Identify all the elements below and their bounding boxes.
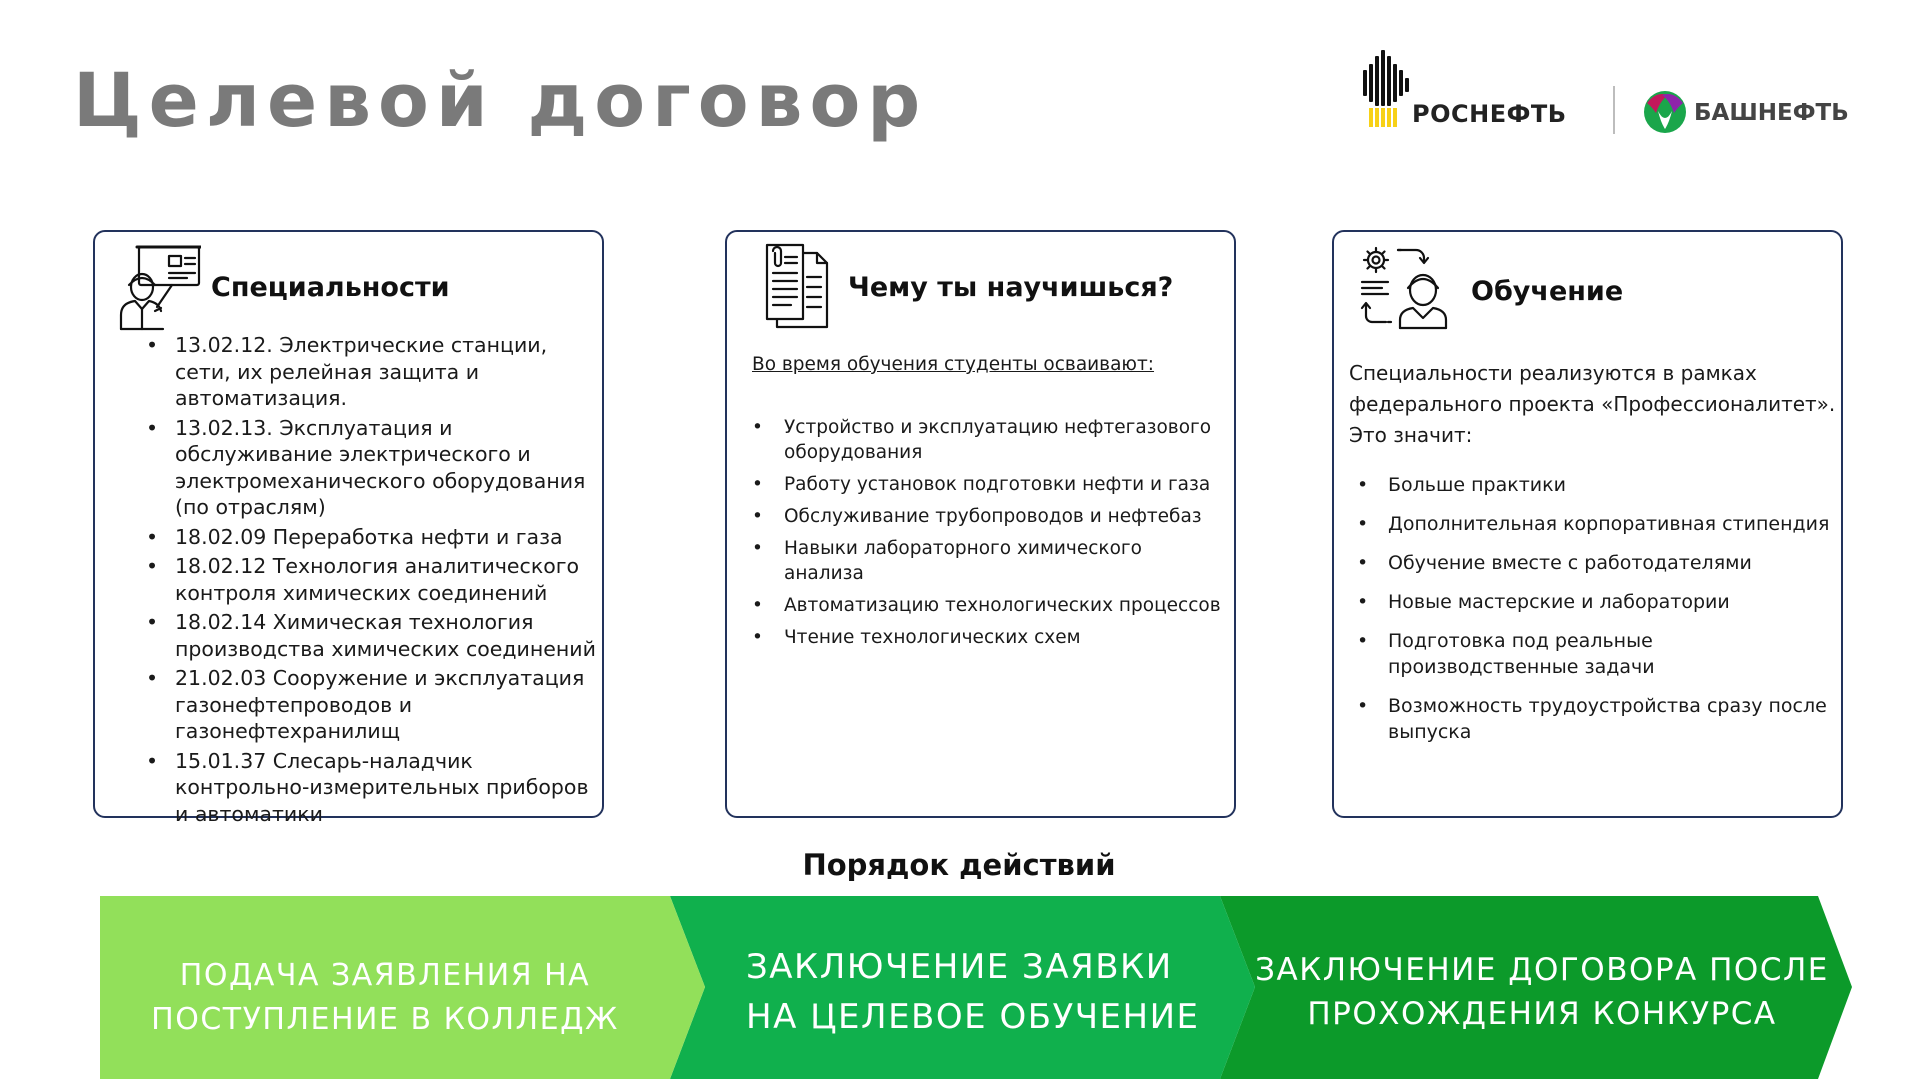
list-item: • 15.01.37 Слесарь-наладчик контрольно-измерительных приборов и автоматики (146, 748, 589, 826)
training-card (1332, 230, 1843, 818)
page-title: Целевой договор (73, 58, 928, 144)
list-item: • 18.02.12 Технология аналитического контроля химических соединений (146, 554, 580, 605)
rosneft-emblem-icon (1362, 48, 1412, 128)
training-heading: Обучение (1471, 276, 1624, 307)
list-item: • Устройство и эксплуатацию нефтегазового оборудования (752, 417, 1212, 463)
learning-list (752, 415, 1222, 657)
list-item: • Чтение технологических схем (752, 627, 1081, 648)
step-3-label: ЗАКЛЮЧЕНИЕ ДОГОВОРА ПОСЛЕ ПРОХОЖДЕНИЯ КОНКУРСА (1255, 952, 1829, 1032)
learning-intro: Во время обучения студенты осваивают: (752, 354, 1155, 375)
teacher-presentation-icon (117, 245, 201, 331)
list-item: • 13.02.12. Электрические станции, сети, их релейная защита и автоматизация. (146, 333, 548, 410)
specialties-heading: Специальности (211, 272, 450, 303)
list-item: • 18.02.14 Химическая технология производства химических соединений (146, 610, 596, 661)
list-item: • Больше практики (1357, 474, 1566, 496)
list-item: • Обучение вместе с работодателями (1357, 552, 1752, 574)
logo-divider (1613, 86, 1615, 134)
specialties-list (146, 332, 596, 830)
specialties-card (93, 230, 604, 826)
list-item: • 13.02.13. Эксплуатация и обслуживание электрического и электромеханического оборудования (по отраслям) (146, 415, 586, 519)
training-list (1357, 472, 1837, 758)
list-item: • Новые мастерские и лаборатории (1357, 591, 1730, 613)
learning-heading: Чему ты научишься? (848, 272, 1174, 303)
bashneft-logo-text: БАШНЕФТЬ (1694, 100, 1849, 126)
training-process-icon (1358, 244, 1448, 330)
steps-heading: Порядок действий (802, 848, 1116, 882)
list-item: • Навыки лабораторного химического анализа (752, 538, 1142, 584)
list-item: • Работу установок подготовки нефти и газа (752, 474, 1211, 495)
bashneft-emblem-icon (1642, 89, 1688, 135)
list-item: • 18.02.09 Переработка нефти и газа (146, 524, 563, 549)
learning-card (725, 230, 1236, 818)
documents-icon (763, 243, 833, 329)
rosneft-logo (1362, 48, 1592, 130)
list-item: • Возможность трудоустройства сразу после выпуска (1357, 695, 1827, 743)
training-intro: Специальности реализуются в рамках федерального проекта «Профессионалитет». Это значит: (1349, 361, 1836, 447)
list-item: • Обслуживание трубопроводов и нефтебаз (752, 506, 1202, 527)
list-item: • Автоматизацию технологических процессов (752, 595, 1221, 616)
list-item: • 21.02.03 Сооружение и эксплуатация газонефтепроводов и газонефтехранилищ (146, 666, 585, 743)
bashneft-logo (1642, 89, 1862, 137)
rosneft-logo-text: РОСНЕФТЬ (1412, 100, 1567, 128)
step-2-label: ЗАКЛЮЧЕНИЕ ЗАЯВКИ НА ЦЕЛЕВОЕ ОБУЧЕНИЕ (746, 947, 1200, 1037)
step-1-label: ПОДАЧА ЗАЯВЛЕНИЯ НА ПОСТУПЛЕНИЕ В КОЛЛЕДЖ (151, 958, 619, 1037)
list-item: • Подготовка под реальные производственные задачи (1357, 630, 1655, 678)
list-item: • Дополнительная корпоративная стипендия (1357, 513, 1830, 535)
